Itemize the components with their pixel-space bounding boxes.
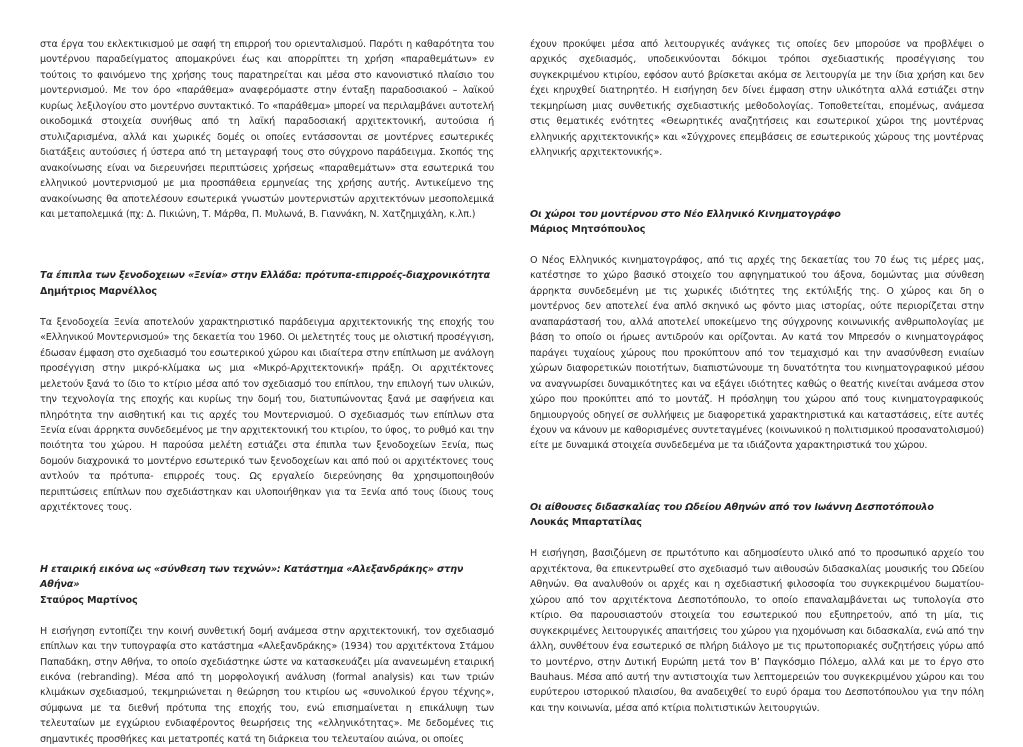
left-column bbox=[40, 37, 494, 747]
continued-paragraph: έχουν προκύψει μέσα από λειτουργικές ανάγκες τις οποίες δεν μπορούσε να προβλέψει ο αρχικός σχεδιασμός, υποδεικνύονται δόκιμοι τρόποι σχεδιαστικής προσέγγισης του συγκεκριμένου κτιρίου, εφόσον αυτό βρίσκεται ακόμα σε λειτουργία με την ίδια χρήση και δεν έχει κηρυχθεί διατηρητέο. Η εισήγηση δεν δίνει έμφαση στην υλικότητα αλλά εστιάζει στην τεκμηρίωση μιας συνθετικής σχεδιαστικής μεθοδολογίας. Τοποθετείται, επομένως, ανάμεσα στις θεματικές ενότητες «Θεωρητικές αναζητήσεις και εσωτερικοί χώροι της μοντέρνας ελληνικής αρχιτεκτονικής» και «Σύγχρονες επεμβάσεις σε εσωτερικούς χώρους της μοντέρνας ελληνικής αρχιτεκτονικής». bbox=[530, 39, 984, 159]
abstract-title: Η εταιρική εικόνα ως «σύνθεση των τεχνών»: Κατάστημα «Αλεξανδράκης» στην Αθήνα» bbox=[40, 563, 464, 591]
abstract-body: Ο Νέος Ελληνικός κινηματογράφος, από τις αρχές της δεκαετίας του 70 έως τις μέρες μας, κατέστησε το χώρο βασικό στοιχείο του αφηγηματικού του άξονα, δομώντας μια σύνθεση άρρηκτα συνδεδεμένη με τις χωρικές ιδιότητες της εκτύλιξής της. Ο χώρος και δη ο μοντέρνος δεν αποτελεί ένα απλό σκηνικό ως φόντο μιας ιστορίας, ούτε περιορίζεται στην αναπαράστασή του, αλλά αποτελεί υποκείμενο της σύγχρονης κοινωνικής ανθρωπολογίας με βάση το οποίο οι ήρωες αντιδρούν και ορίζονται. Αν κατά τον Μπρεσόν ο κινηματογράφος παράγει τυχαίους χώρους που προκύπτουν από τον τεμαχισμό και την ανασύνθεση ενιαίων χώρων διαφορετικών ποιοτήτων, διαπιστώνουμε τη δυνατότητα του κινηματογραφικού μέσου να αναγνωρίσει δυναμικότητες και να εξάγει ιδιότητες καθώς ο θεατής κινείται ανάμεσα στον χώρο που προκύπτει από το μοντάζ. Η πρόσληψη του χώρου από τους κινηματογραφικούς δημιουργούς οδηγεί σε συλλήψεις με διαφορετικά χαρακτηριστικά και καταστάσεις, είτε αυτές έχουν να κάνουν με καθορισμένες συντεταγμένες (κοινωνικού η πολιτισμικού προσανατολισμού) είτε με δυναμικά στοιχεία συνδεδεμένα με τα ιδιάζοντα χαρακτηριστικά του χώρου. bbox=[530, 255, 984, 452]
abstract-alexandrakis-store bbox=[40, 562, 494, 747]
spacer bbox=[40, 608, 494, 624]
abstract-author: Μάριος Μητσόπουλος bbox=[530, 224, 646, 236]
spacer bbox=[530, 161, 984, 207]
abstract-author: Λουκάς Μπαρτατίλας bbox=[530, 517, 642, 529]
abstract-author: Δημήτριος Μαρνέλλος bbox=[40, 285, 157, 297]
continued-paragraph: στα έργα του εκλεκτικισμού με σαφή τη επιρροή του οριενταλισμού. Παρότι η καθαρότητα του μοντέρνου παραδείγματος απομακρύνει έως και απορρίπτει τη χρήση «παραθεμάτων» εν τούτοις το φαινόμενο της χρήσης τους παρατηρείται και μέσα στο κανονιστικό πλαίσιο του μοντερνισμού. Με τον όρο «παράθεμα» αναφερόμαστε στην ένταξη παραδοσιακού – λαϊκού κυρίως λεξιλογίου στο μοντέρνο συντακτικό. Το «παράθεμα» μπορεί να περιλαμβάνει αυτοτελή οικοδομικά στοιχεία συνήθως από τη λαϊκή παραδοσιακή αρχιτεκτονική, αυτούσια ή στυλιζαρισμένα, αλλά και χωρικές δομές οι οποίες εντάσσονται σε μοντέρνες εσωτερικές διατάξεις αυτούσιες ή ύστερα από τη μεταγραφή τους στο σύγχρονο παράδειγμα. Σκοπός της ανακοίνωσης είναι να διερευνήσει περιπτώσεις χρήσεως «παραθεμάτων» στα εσωτερικά του ελληνικού μοντερνισμού με μια προσπάθεια ερμηνείας της χρήσης αυτής. Αντικείμενο της ανακοίνωσης θα αποτελέσουν εσωτερικά γνωστών μοντερνιστών αρχιτεκτόνων μεσοπολεμικά και μεταπολεμικά (πχ: Δ. Πικιώνη, Τ. Μάρθα, Π. Μυλωνά, Β. Γιαννάκη, Ν. Χατζημιχάλη, κ.λπ.) bbox=[40, 39, 494, 220]
abstract-greek-cinema bbox=[530, 207, 984, 454]
abstract-author: Σταύρος Μαρτίνος bbox=[40, 594, 138, 606]
abstract-body: Τα ξενοδοχεία Ξενία αποτελούν χαρακτηριστικό παράδειγμα αρχιτεκτονικής της εποχής του «Ελληνικού Μοντερνισμού» της δεκαετία του 1960. Οι μελετητές τους με ολιστική προσέγγιση, έδωσαν έμφαση στο σχεδιασμό του εσωτερικού χώρου και ιδιαίτερα στην επίπλωση με ανάλογη προσέγγιση στην μικρό-κλίμακα ως μια «Μικρό-Αρχιτεκτονική» πράξη. Οι αρχιτέκτονες μελετούν ξανά το ίδιο το κτίριο μέσα από τον σχεδιασμό του επίπλου, την επιλογή των υλικών, την τεχνολογία της εποχής και κυρίως την δομή του, διατυπώνοντας ξανά με σαφήνεια και πληρότητα την αισθητική και τις αρχές του Μοντερνισμού. Ο σχεδιασμός των επίπλων στα Ξενία είναι άρρηκτα συνδεδεμένος με την αρχιτεκτονική του κτιρίου, το ύφος, το ρυθμό και την ποιότητα του χώρου. Η παρούσα μελέτη εστιάζει στα έπιπλα των ξενοδοχείων Ξενία, πως δομούν διαχρονικά το μοντέρνο εσωτερικό των ξενοδοχείων και από πού οι αρχιτέκτονες τους αντλούν τα πρότυπα- επιρροές τους. Ως εργαλείο διερεύνησης θα χρησιμοποιηθούν περιπτώσεις επίπλων που σχεδιάστηκαν και υλοποιήθηκαν για τα Ξενία από τους ίδιους τους αρχιτέκτονες τους. bbox=[40, 316, 494, 514]
abstract-title: Οι αίθουσες διδασκαλίας του Ωδείου Αθηνών από τον Ιωάννη Δεσποτόπουλο bbox=[530, 501, 934, 513]
spacer bbox=[40, 299, 494, 315]
spacer bbox=[530, 454, 984, 500]
spacer bbox=[530, 531, 984, 547]
right-column bbox=[530, 37, 984, 716]
spacer bbox=[40, 516, 494, 562]
spacer bbox=[530, 238, 984, 254]
abstract-title: Τα έπιπλα των ξενοδοχειων «Ξενία» στην Ελλάδα: πρότυπα-επιρροές-διαχρονικότητα bbox=[40, 270, 490, 282]
abstract-xenia-furniture bbox=[40, 268, 494, 515]
abstract-body: Η εισήγηση εντοπίζει την κοινή συνθετική δομή ανάμεσα στην αρχιτεκτονική, τον σχεδιασμό επίπλων και την τυπογραφία στο κατάστημα «Αλεξανδράκης» (1934) του αρχιτέκτονα Στάμου Παπαδάκη, στην Αθήνα, το οποίο σχεδιάστηκε ώστε να κατασκευάζει μία ανανεωμένη εταιρική εικόνα (rebranding). Μέσα από τη μορφολογική ανάλυση (formal analysis) και των τριών κλιμάκων σχεδιασμού, τεκμηριώνεται η θεώρηση του κτιρίου ως «συνολικού έργου τέχνης», σύμφωνα με τα διεθνή πρότυπα της εποχής του, ενώ επισημαίνεται η επικάλυψη των τελευταίων με εγχώριου ενδιαφέροντος θεωρήσεις της «ελληνικότητας». Με δεδομένες τις σημαντικές προσθήκες και μετατροπές κατά τη διάρκεια του τελευταίου αιώνα, οι οποίες bbox=[40, 625, 494, 745]
abstract-athens-conservatory bbox=[530, 500, 984, 716]
abstract-title: Οι χώροι του μοντέρνου στο Νέο Ελληνικό Κινηματογράφο bbox=[530, 208, 841, 220]
abstract-body: Η εισήγηση, βασιζόμενη σε πρωτότυπο και αδημοσίευτο υλικό από το προσωπικό αρχείο του αρχιτέκτονα, θα επικεντρωθεί στο σχεδιασμό των αιθουσών διδασκαλίας μουσικής του Ωδείου Αθηνών. Θα αναλυθούν οι αρχές και η σχεδιαστική φιλοσοφία του συγκεκριμένου δωματίου-χώρου από τον αρχιτέκτονα Δεσποτόπουλο, το οποίο επαναλαμβάνεται ως τυπολογία στο κτίριο. Θα παρουσιαστούν στοιχεία του εσωτερικού που εξυπηρετούν, από τη μία, τις συγκεκριμένες λειτουργικές απαιτήσεις του χώρου για ηχομόνωση και διδασκαλία, ενώ από την άλλη, συνθέτουν ένα εσωτερικό σε πλήρη διάλογο με τις πρωτοποριακές συζητήσεις γύρω από το μοντέρνο, στην Δυτική Ευρώπη μετά τον Β’ Παγκόσμιο Πόλεμο, αλλά και με το έργο στο Bauhaus. Μέσα από αυτή την αντιστοιχία των λεπτομερειών του συγκεκριμένου χώρου και του ευρύτερου ιστορικού πλαισίου, θα αναδειχθεί το ευρύ όραμα του Δεσποτόπουλου για την πόλη και την κοινωνία, μέσα από κτίρια πολιτιστικών λειτουργιών. bbox=[530, 548, 984, 714]
spacer bbox=[40, 222, 494, 268]
